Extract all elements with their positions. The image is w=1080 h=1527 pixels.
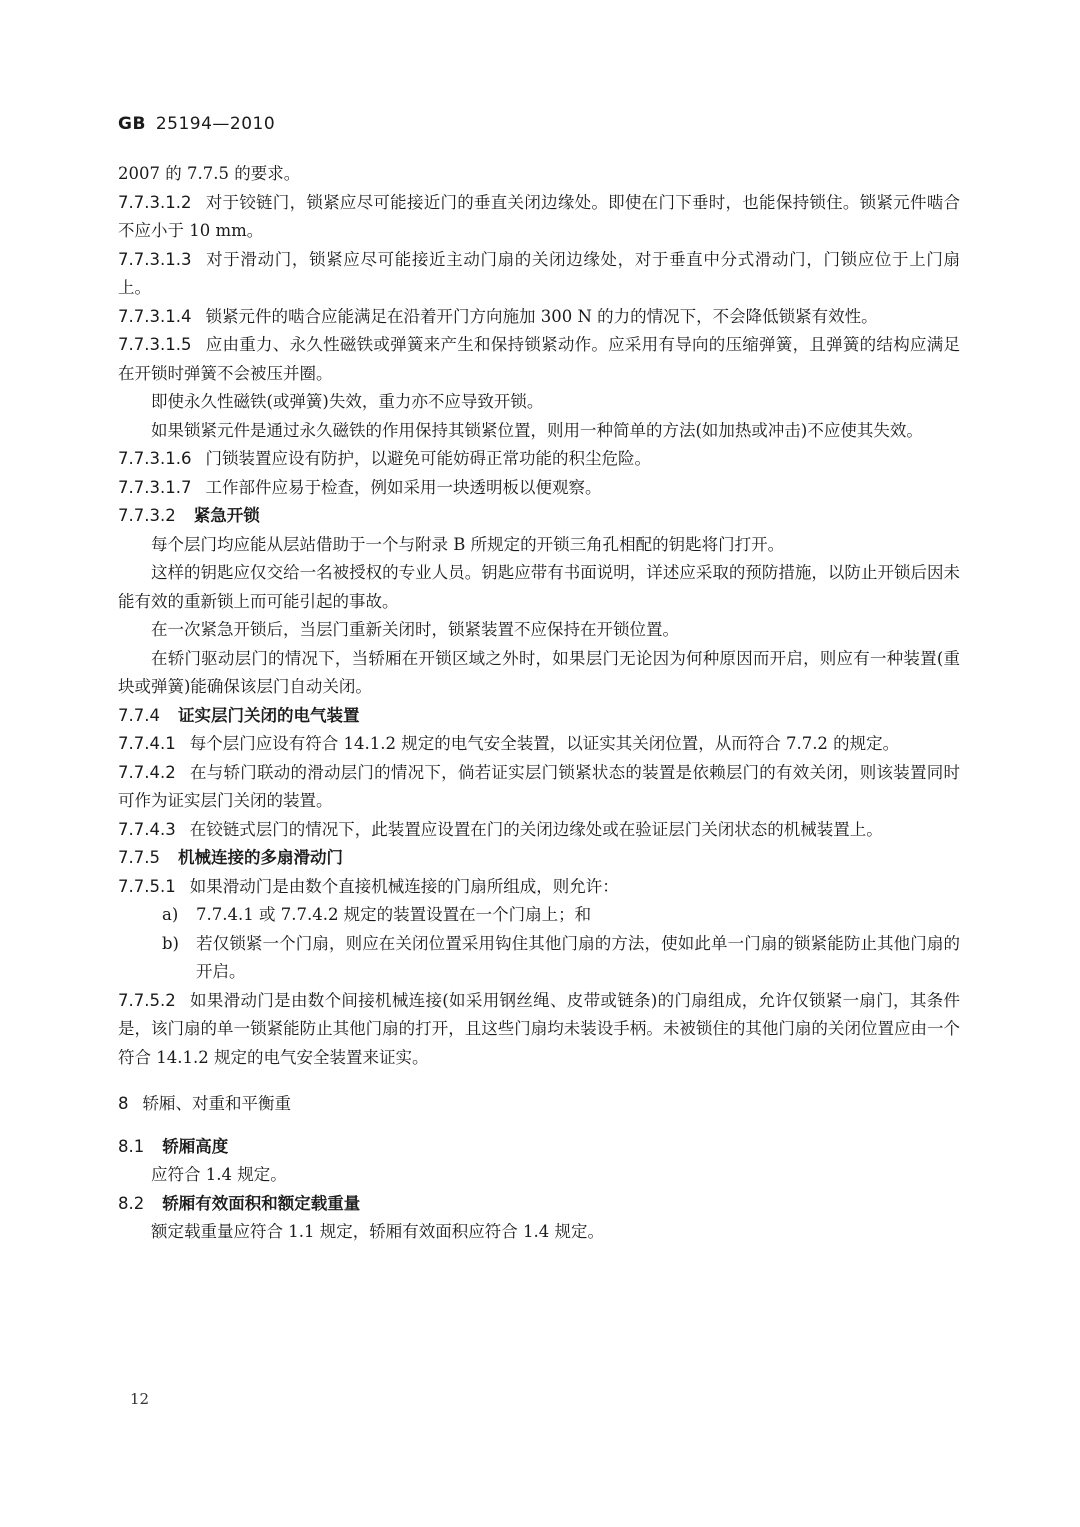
section-number: 7.7.3.2 [118, 506, 176, 525]
clause-number: 7.7.3.1.3 [118, 249, 192, 269]
section-title: 轿厢有效面积和额定载重量 [162, 1193, 361, 1213]
list-item [118, 930, 960, 987]
clause-paragraph [118, 730, 960, 759]
indented-paragraph [118, 645, 960, 702]
clause-paragraph [118, 331, 960, 388]
paragraph-text: 如果锁紧元件是通过永久磁铁的作用保持其锁紧位置，则用一种简单的方法(如加热或冲击)不应使其失效。 [151, 420, 923, 440]
section-heading [118, 702, 960, 731]
section-title: 紧急开锁 [193, 506, 260, 525]
list-label: b) [162, 933, 179, 953]
paragraph-text: 每个层门均应能从层站借助于一个与附录 B 所规定的开锁三角孔相配的钥匙将门打开。 [151, 534, 785, 554]
section-number: 8.2 [118, 1193, 145, 1213]
clause-paragraph [118, 474, 960, 503]
indented-paragraph [118, 559, 960, 616]
clause-number: 7.7.3.1.5 [118, 335, 192, 354]
clause-number: 7.7.3.1.4 [118, 306, 192, 326]
section-title: 证实层门关闭的电气装置 [177, 705, 360, 725]
clause-text: 如果滑动门是由数个间接机械连接(如采用钢丝绳、皮带或链条)的门扇组成，允许仅锁紧一扇门，其条件是，该门扇的单一锁紧能防止其他门扇的打开，且这些门扇均未装设手柄。未被锁住的其他门扇的关闭位置应由一个符合 14.1.2 规定的电气安全装置来证实。 [118, 990, 960, 1067]
section-title: 轿厢高度 [162, 1136, 229, 1156]
chapter-heading [118, 1090, 960, 1119]
section-heading [118, 1133, 960, 1162]
section-title: 机械连接的多扇滑动门 [177, 848, 343, 867]
clause-number: 7.7.5.1 [118, 876, 176, 896]
list-label: a) [162, 905, 179, 924]
paragraph-text: 这样的钥匙应仅交给一名被授权的专业人员。钥匙应带有书面说明，详述应采取的预防措施，以防止开锁后因未能有效的重新锁上而可能引起的事故。 [118, 563, 960, 611]
indented-paragraph [118, 417, 960, 446]
page-header [118, 114, 275, 134]
clause-number: 7.7.3.1.2 [118, 192, 192, 212]
clause-paragraph [118, 445, 960, 474]
standard-code: 25194—2010 [155, 114, 276, 134]
document-body [118, 160, 960, 1247]
clause-text: 如果滑动门是由数个直接机械连接的门扇所组成，则允许： [189, 876, 619, 896]
clause-text: 锁紧元件的啮合应能满足在沿着开门方向施加 300 N 的力的情况下，不会降低锁紧有效性。 [205, 306, 878, 326]
section-number: 8.1 [118, 1136, 145, 1156]
paragraph-text: 额定载重量应符合 1.1 规定，轿厢有效面积应符合 1.4 规定。 [151, 1222, 604, 1241]
clause-number: 7.7.3.1.6 [118, 449, 192, 468]
clause-paragraph [118, 189, 960, 246]
page-number: 12 [130, 1390, 150, 1408]
clause-paragraph [118, 303, 960, 332]
clause-paragraph [118, 873, 960, 902]
clause-paragraph [118, 987, 960, 1073]
clause-text: 门锁装置应设有防护，以避免可能妨碍正常功能的积尘危险。 [205, 449, 651, 468]
section-heading [118, 502, 960, 531]
clause-number: 7.7.5.2 [118, 990, 176, 1010]
clause-number: 7.7.3.1.7 [118, 477, 192, 497]
paragraph-text: 在一次紧急开锁后，当层门重新关闭时，锁紧装置不应保持在开锁位置。 [151, 620, 679, 639]
clause-number: 7.7.4.2 [118, 762, 176, 782]
section-heading [118, 1190, 960, 1219]
continued-paragraph [118, 160, 960, 189]
indented-paragraph [118, 388, 960, 417]
indented-paragraph [118, 1218, 960, 1247]
clause-number: 7.7.4.3 [118, 819, 176, 839]
section-number: 7.7.4 [118, 705, 160, 725]
indented-paragraph [118, 531, 960, 560]
clause-paragraph [118, 246, 960, 303]
clause-paragraph [118, 816, 960, 845]
indented-paragraph [118, 1161, 960, 1190]
paragraph-text: 在轿门驱动层门的情况下，当轿厢在开锁区域之外时，如果层门无论因为何种原因而开启，则应有一种装置(重块或弹簧)能确保该层门自动关闭。 [118, 648, 960, 696]
paragraph-text: 应符合 1.4 规定。 [151, 1165, 287, 1184]
section-heading [118, 844, 960, 873]
clause-text: 工作部件应易于检查，例如采用一块透明板以便观察。 [205, 477, 602, 497]
paragraph-text: 即使永久性磁铁(或弹簧)失效，重力亦不应导致开锁。 [151, 392, 544, 411]
list-text: 若仅锁紧一个门扇，则应在关闭位置采用钩住其他门扇的方法，使如此单一门扇的锁紧能防止其他门扇的开启。 [196, 933, 960, 981]
standard-prefix: GB [118, 114, 146, 134]
clause-text: 对于铰链门，锁紧应尽可能接近门的垂直关闭边缘处。即使在门下垂时，也能保持锁住。锁紧元件啮合不应小于 10 mm。 [118, 192, 960, 240]
chapter-title: 轿厢、对重和平衡重 [142, 1094, 291, 1113]
list-item [118, 901, 960, 930]
clause-text: 在与轿门联动的滑动层门的情况下，倘若证实层门锁紧状态的装置是依赖层门的有效关闭，则该装置同时可作为证实层门关闭的装置。 [118, 762, 960, 810]
section-number: 7.7.5 [118, 848, 160, 867]
list-text: 7.7.4.1 或 7.7.4.2 规定的装置设置在一个门扇上；和 [196, 905, 592, 924]
chapter-number: 8 [118, 1094, 129, 1113]
indented-paragraph [118, 616, 960, 645]
clause-number: 7.7.4.1 [118, 734, 176, 753]
clause-text: 每个层门应设有符合 14.1.2 规定的电气安全装置，以证实其关闭位置，从而符合 7.7.2 的规定。 [189, 734, 900, 753]
clause-paragraph [118, 759, 960, 816]
clause-text: 在铰链式层门的情况下，此装置应设置在门的关闭边缘处或在验证层门关闭状态的机械装置上。 [189, 819, 883, 839]
clause-text: 对于滑动门，锁紧应尽可能接近主动门扇的关闭边缘处，对于垂直中分式滑动门，门锁应位于上门扇上。 [118, 249, 960, 297]
paragraph-text: 2007 的 7.7.5 的要求。 [118, 164, 301, 183]
clause-text: 应由重力、永久性磁铁或弹簧来产生和保持锁紧动作。应采用有导向的压缩弹簧，且弹簧的结构应满足在开锁时弹簧不会被压并圈。 [118, 335, 960, 383]
